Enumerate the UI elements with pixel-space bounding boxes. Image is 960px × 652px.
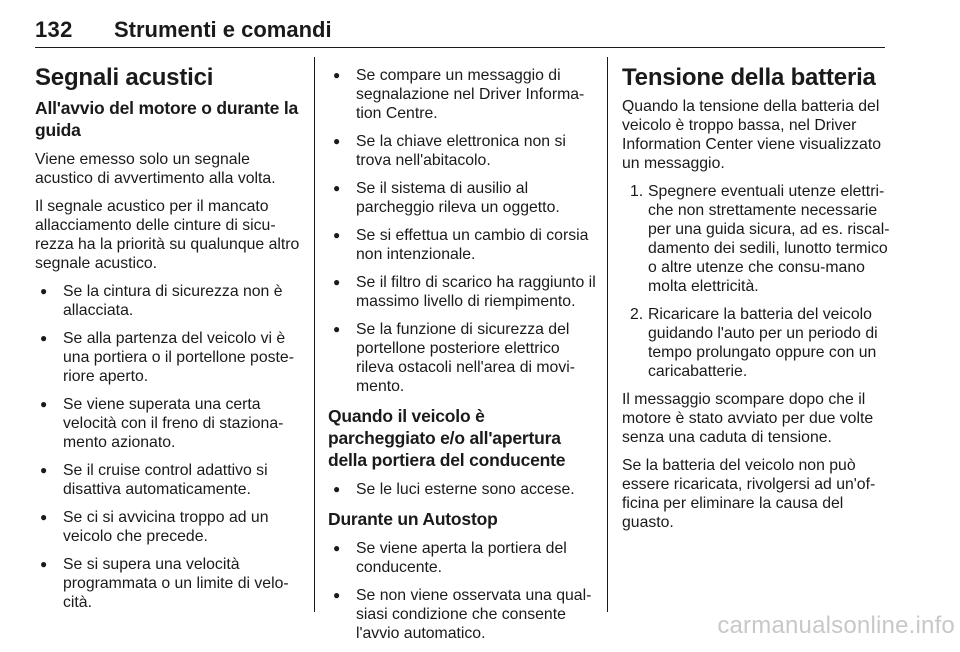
list-item: ● Se ci si avvicina troppo ad un veicolo che precede. [35, 508, 303, 546]
bullet-list [328, 539, 596, 643]
paragraph: Quando la tensione della batteria del veicolo è troppo bassa, nel Driver Information Center viene visualizzato un messaggio. [622, 98, 882, 172]
list-item: ● Se la funzione di sicurezza del portellone posteriore elettrico rileva ostacoli nell'area di movi-mento. [328, 320, 596, 396]
subheading-autostop: Durante un Autostop [328, 509, 498, 529]
list-item: ● Se la cintura di sicurezza non è allacciata. [35, 282, 303, 320]
paragraph: Se la batteria del veicolo non può essere ricaricata, rivolgersi ad un'of-ficina per eliminare la causa del guasto. [622, 457, 876, 531]
list-item: ● Se il cruise control adattivo si disattiva automaticamente. [35, 461, 303, 499]
step-number: 1. [630, 183, 644, 200]
list-item: ● Se si effettua un cambio di corsia non intenzionale. [328, 226, 596, 264]
paragraph: Il messaggio scompare dopo che il motore è stato avviato per due volte senza una caduta di tensione. [622, 391, 874, 446]
list-item: ● Se si supera una velocità programmata o un limite di velo-cità. [35, 555, 303, 612]
list-item: ● Se la chiave elettronica non si trova nell'abitacolo. [328, 132, 596, 170]
column-3 [622, 54, 892, 541]
column-1 [35, 54, 303, 621]
subheading-veicolo-parcheggiato: Quando il veicolo è parcheggiato e/o all'apertura della portiera del conducente [328, 406, 566, 470]
column-divider [314, 57, 315, 612]
watermark: carmanualsonline.info [717, 612, 955, 639]
column-divider [607, 57, 608, 612]
heading-segnali-acustici: Segnali acustici [35, 64, 214, 91]
list-item: ● Se non viene osservata una qual-siasi condizione che consente l'avvio automatico. [328, 586, 596, 643]
heading-tensione-batteria: Tensione della batteria [622, 64, 876, 91]
paragraph: Viene emesso solo un segnale acustico di avvertimento alla volta. [35, 151, 276, 187]
list-item: ● Se viene aperta la portiera del conducente. [328, 539, 596, 577]
subheading-avvio-motore: All'avvio del motore o durante la guida [35, 98, 299, 140]
step-text: Ricaricare la batteria del veicolo guidando l'auto per un periodo di tempo prolungato oppure con un caricabatterie. [648, 306, 878, 380]
list-item [622, 182, 892, 296]
step-number: 2. [630, 306, 644, 323]
list-item: ● Se compare un messaggio di segnalazione nel Driver Informa-tion Centre. [328, 66, 596, 123]
list-item: ● Se viene superata una certa velocità con il freno di staziona-mento azionato. [35, 395, 303, 452]
bullet-list [328, 480, 596, 499]
list-item: ● Se il filtro di scarico ha raggiunto il massimo livello di riempimento. [328, 273, 596, 311]
list-item [622, 305, 892, 381]
page-number: 132 [35, 17, 73, 42]
list-item: ● Se le luci esterne sono accese. [328, 480, 596, 499]
section-title: Strumenti e comandi [114, 17, 332, 42]
bullet-list [35, 282, 303, 612]
column-2 [328, 66, 596, 652]
list-item: ● Se il sistema di ausilio al parcheggio rileva un oggetto. [328, 179, 596, 217]
paragraph: Il segnale acustico per il mancato allacciamento delle cinture di sicu-rezza ha la priorità su qualunque altro segnale acustico. [35, 198, 300, 272]
step-text: Spegnere eventuali utenze elettri-che non strettamente necessarie per una guida sicura, ad es. riscal-damento dei sedili, lunotto termico o altre utenze che consu-mano molta elettricità. [648, 183, 890, 295]
list-item: ● Se alla partenza del veicolo vi è una portiera o il portellone poste-riore aperto. [35, 329, 303, 386]
numbered-list [622, 182, 892, 381]
bullet-list [328, 66, 596, 396]
page-header [35, 17, 885, 48]
